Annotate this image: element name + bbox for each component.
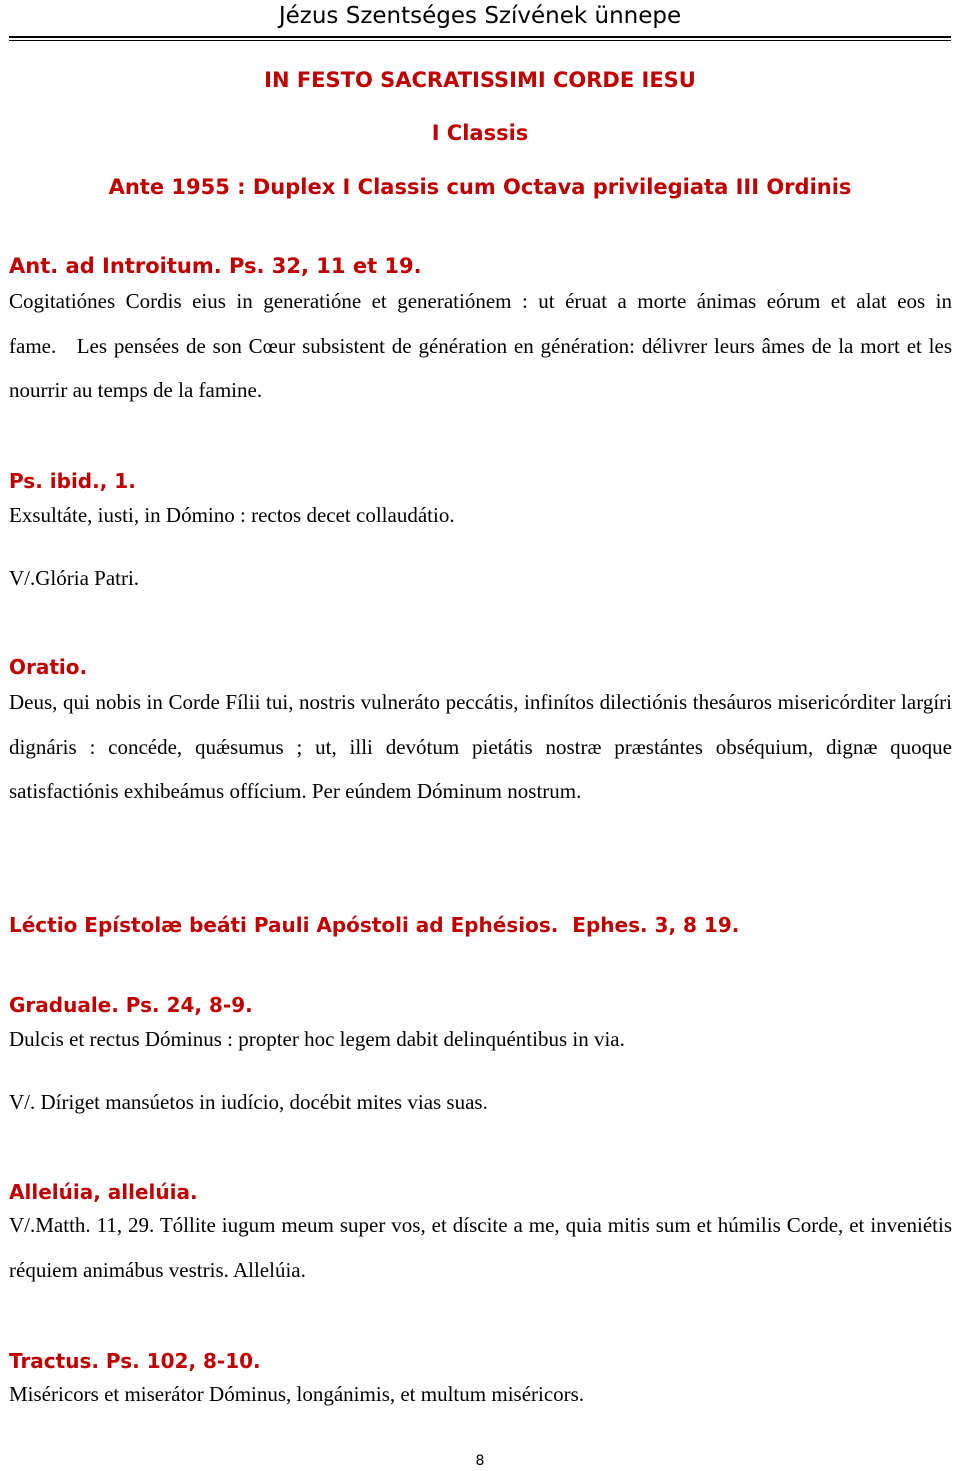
lectio-heading	[9, 912, 739, 938]
running-header: Jézus Szentséges Szívének ünnepe	[278, 3, 682, 29]
feast-rank-before-1955: Ante 1955 : Duplex I Classis cum Octava privilegiata III Ordinis	[108, 175, 852, 199]
graduale-versicle: V/. Díriget mansúetos in iudício, docébit mites vias suas.	[9, 1090, 488, 1114]
feast-title: IN FESTO SACRATISSIMI CORDE IESU	[264, 68, 696, 92]
header-rule	[9, 36, 951, 38]
oratio-heading: Oratio.	[9, 655, 88, 679]
feast-class: I Classis	[431, 121, 529, 145]
alleluia-text: V/.Matth. 11, 29. Tóllite iugum meum super vos, et díscite a me, quia mitis sum et húmilis Corde, et inveniétis réquiem animábus vestris. Allelúia.	[9, 1213, 952, 1282]
tractus-heading: Tractus. Ps. 102, 8-10.	[9, 1349, 261, 1373]
introit-latin: Cogitatiónes Cordis eius in generatióne et generatiónem : ut éruat a morte ánimas eórum et alat eos in fame.	[9, 289, 952, 358]
graduale-text: Dulcis et rectus Dóminus : propter hoc legem dabit delinquéntibus in via.	[9, 1027, 625, 1051]
lectio-reference: Ephes. 3, 8 19.	[572, 913, 740, 937]
page-number: 8	[475, 1453, 485, 1469]
introit-heading: Ant. ad Introitum. Ps. 32, 11 et 19.	[9, 254, 422, 278]
alleluia-heading: Allelúia, allelúia.	[9, 1180, 198, 1204]
tractus-text: Miséricors et miserátor Dóminus, longánimis, et multum miséricors.	[9, 1382, 585, 1406]
graduale-heading: Graduale. Ps. 24, 8-9.	[9, 993, 253, 1017]
introit-french: Les pensées de son Cœur subsistent de génération en génération: délivrer leurs âmes de la mort et les nourrir au temps de la famine.	[9, 333, 952, 403]
psalm-heading: Ps. ibid., 1.	[9, 469, 136, 493]
oratio-text: Deus, qui nobis in Corde Fílii tui, nostris vulneráto peccátis, infinítos dilectiónis thesáuros misericórditer largíri dignáris : concéde, quǽsumus ; ut, illi devótum pietátis nostræ præstántes obséquium, dignæ quoque satisfactiónis exhibeámus offícium. Per eúndem Dóminum nostrum.	[9, 690, 952, 804]
psalm-text: Exsultáte, iusti, in Dómino : rectos decet collaudátio.	[9, 503, 455, 527]
lectio-title: Léctio Epístolæ beáti Pauli Apóstoli ad Ephésios.	[9, 913, 559, 937]
introit-text	[9, 279, 952, 413]
gloria-patri: V/.Glória Patri.	[9, 566, 140, 590]
header-rule-thin	[9, 40, 951, 41]
